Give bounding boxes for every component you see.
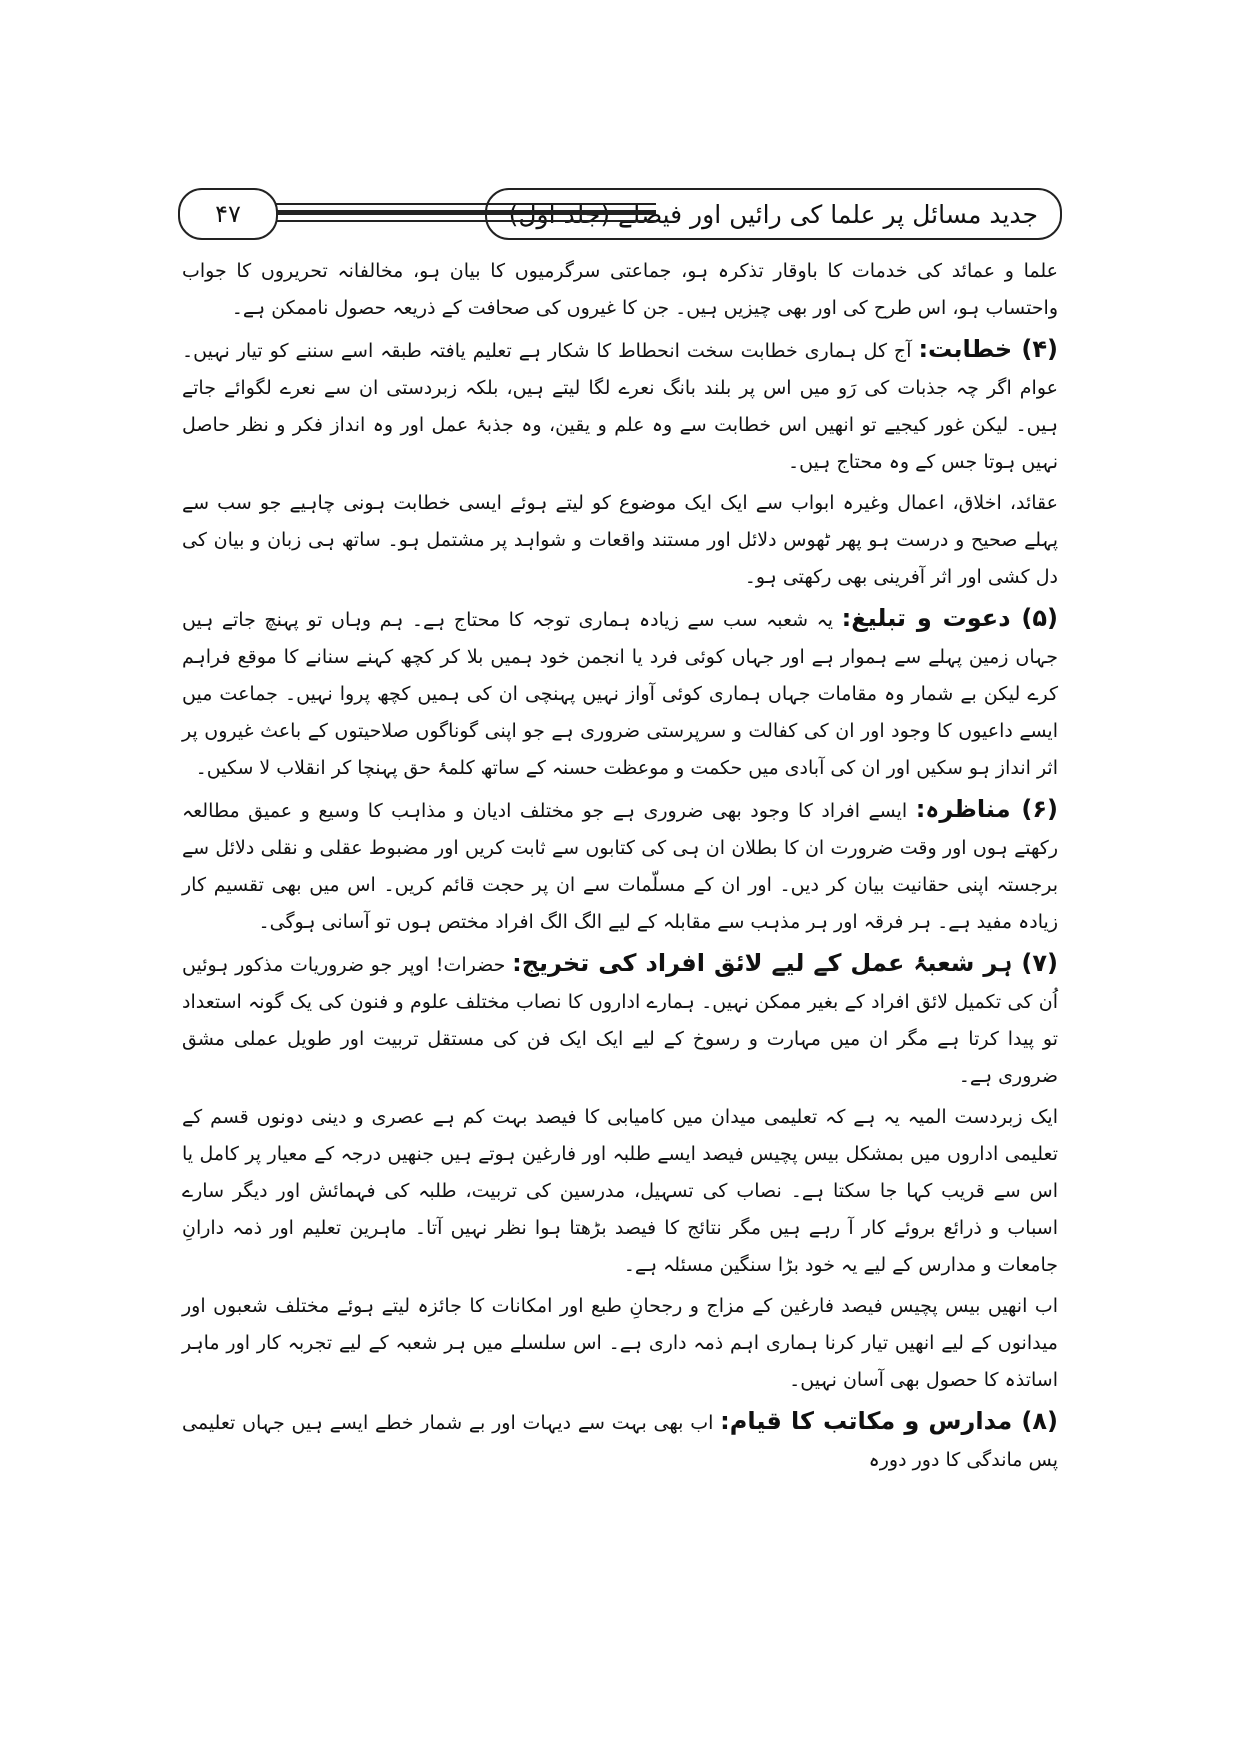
section-heading: (۷) ہر شعبۂ عمل کے لیے لائق افراد کی تخریج: xyxy=(512,949,1059,977)
paragraph xyxy=(182,1403,1058,1479)
paragraph-text: اب انھیں بیس پچیس فیصد فارغین کے مزاج و رجحانِ طبع اور امکانات کا جائزہ لیتے ہوئے مختلف شعبوں اور میدانوں کے لیے انھیں تیار کرنا ہماری اہم ذمہ داری ہے۔ اس سلسلے میں ہر شعبہ کے لیے تجربہ کار اور ماہر اساتذہ کا حصول بھی آسان نہیں۔ xyxy=(182,1295,1058,1391)
paragraph-text: ایک زبردست المیہ یہ ہے کہ تعلیمی میدان میں کامیابی کا فیصد بہت کم ہے عصری و دینی دونوں قسم کے تعلیمی اداروں میں بمشکل بیس پچیس فیصد ایسے طلبہ اور فارغین ہوتے ہیں جنھیں درجہ کے معیار پر کامل یا اس سے قریب کہا جا سکتا ہے۔ نصاب کی تسہیل، مدرسین کی تربیت، طلبہ کی فہمائش اور دیگر سارے اسباب و ذرائع بروئے کار آ رہے ہیں مگر نتائج کا فیصد بڑھتا ہوا نظر نہیں آتا۔ ماہرین تعلیم اور ذمہ دارانِ جامعات و مدارس کے لیے یہ خود بڑا سنگین مسئلہ ہے۔ xyxy=(182,1106,1058,1276)
section-heading: (۵) دعوت و تبلیغ: xyxy=(841,604,1058,632)
paragraph-text: حضرات! اوپر جو ضروریات مذکور ہوئیں اُن کی تکمیل لائق افراد کے بغیر ممکن نہیں۔ ہمارے اداروں کا نصاب مختلف علوم و فنون کی یک گونہ استعداد تو پیدا کرتا ہے مگر ان میں مہارت و رسوخ کے لیے ایک ایک فن کی مستقل تربیت اور طویل عملی مشق ضروری ہے۔ xyxy=(182,954,1058,1087)
paragraph xyxy=(182,485,1058,596)
paragraph-text: علما و عمائد کی خدمات کا باوقار تذکرہ ہو، جماعتی سرگرمیوں کا بیان ہو، مخالفانہ تحریروں کا جواب واحتساب ہو، اس طرح کی اور بھی چیزیں ہیں۔ جن کا غیروں کی صحافت کے ذریعہ حصول ناممکن ہے۔ xyxy=(182,260,1058,319)
section-heading: (۴) خطابت: xyxy=(918,335,1058,363)
paragraph xyxy=(182,1099,1058,1284)
paragraph xyxy=(182,945,1058,1095)
header-rule-middle xyxy=(276,210,656,215)
paragraph xyxy=(182,1288,1058,1399)
page-number: ۴۷ xyxy=(178,188,278,240)
book-title: جدید مسائل پر علما کی رائیں اور فیصلے (جلد اول) xyxy=(485,188,1062,240)
running-header xyxy=(178,188,1062,244)
paragraph xyxy=(182,253,1058,327)
paragraph-text: عقائد، اخلاق، اعمال وغیرہ ابواب سے ایک ایک موضوع کو لیتے ہوئے ایسی خطابت ہونی چاہیے جو سب سے پہلے صحیح و درست ہو پھر ٹھوس دلائل اور مستند واقعات و شواہد پر مشتمل ہو۔ ساتھ ہی زبان و بیان کی دل کشی اور اثر آفرینی بھی رکھتی ہو۔ xyxy=(182,492,1058,588)
paragraph xyxy=(182,791,1058,941)
paragraph xyxy=(182,331,1058,481)
paragraph-text: ایسے افراد کا وجود بھی ضروری ہے جو مختلف ادیان و مذاہب کا وسیع و عمیق مطالعہ رکھتے ہوں اور وقت ضرورت ان کا بطلان ان ہی کی کتابوں سے ثابت کریں اور مضبوط عقلی و نقلی دلائل سے برجستہ اپنی حقانیت بیان کر دیں۔ اور ان کے مسلّمات سے ان پر حجت قائم کریں۔ اس میں بھی تقسیم کار زیادہ مفید ہے۔ ہر فرقہ اور ہر مذہب سے مقابلہ کے لیے الگ الگ افراد مختص ہوں تو آسانی ہوگی۔ xyxy=(182,800,1058,933)
section-heading: (۸) مدارس و مکاتب کا قیام: xyxy=(720,1407,1058,1435)
section-heading: (۶) مناظرہ: xyxy=(915,795,1059,823)
header-rule-top xyxy=(276,203,656,205)
body-text xyxy=(182,253,1058,1479)
paragraph-text: اب بھی بہت سے دیہات اور بے شمار خطے ایسے ہیں جہاں تعلیمی پس ماندگی کا دور دورہ xyxy=(182,1412,1058,1471)
paragraph-text: آج کل ہماری خطابت سخت انحطاط کا شکار ہے تعلیم یافتہ طبقہ اسے سننے کو تیار نہیں۔ عوام اگر چہ جذبات کی رَو میں اس پر بلند بانگ نعرے لگا لیتے ہیں، بلکہ زبردستی ان سے نعرے لگوائے جاتے ہیں۔ لیکن غور کیجیے تو انھیں اس خطابت سے وہ علم و یقین، وہ جذبۂ عمل اور وہ انداز فکر و نظر حاصل نہیں ہوتا جس کے وہ محتاج ہیں۔ xyxy=(182,340,1058,473)
header-rule-bottom xyxy=(276,220,656,222)
paragraph xyxy=(182,600,1058,787)
paragraph-text: یہ شعبہ سب سے زیادہ ہماری توجہ کا محتاج ہے۔ ہم وہاں تو پہنچ جاتے ہیں جہاں زمین پہلے سے ہموار ہے اور جہاں کوئی فرد یا انجمن خود ہمیں بلا کر کچھ کہنے سنانے کا موقع فراہم کرے لیکن بے شمار وہ مقامات جہاں ہماری کوئی آواز نہیں پہنچی ان کی ہمیں کچھ پروا نہیں۔ جماعت میں ایسے داعیوں کا وجود اور ان کی کفالت و سرپرستی ضروری ہے جو اپنی گوناگوں صلاحیتوں کے باعث غیروں پر اثر انداز ہو سکیں اور ان کی آبادی میں حکمت و موعظت حسنہ کے ساتھ کلمۂ حق پہنچا کر انقلاب لا سکیں۔ xyxy=(182,609,1058,779)
